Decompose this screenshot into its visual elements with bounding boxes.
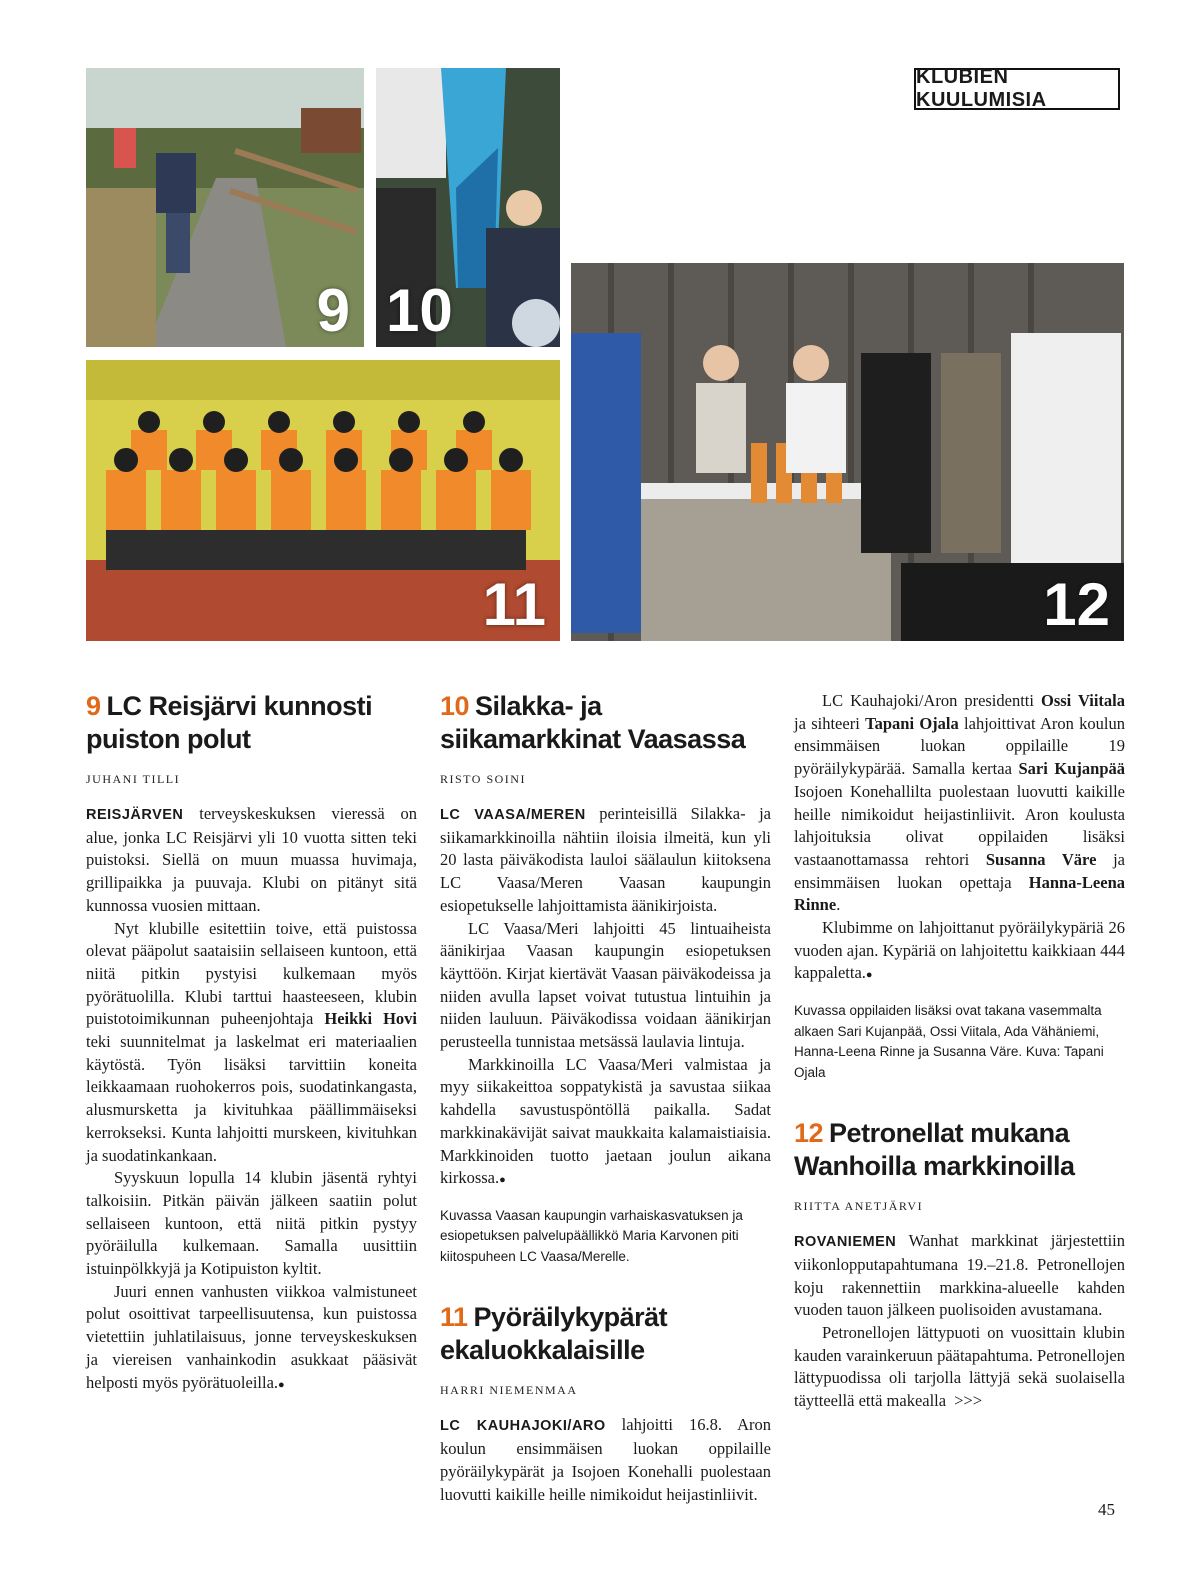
- column-2: [440, 690, 771, 1506]
- article-number: 11: [440, 1302, 468, 1333]
- article-number: 9: [86, 691, 101, 721]
- paragraph-text: Nyt klubille esitettiin toive, että puistossa olevat pääpolut saataisiin sellaiseen kuntoon, että niitä pitkin pystyisi kulkemaan myös pyörätuolilla. Klubi tarttui haasteeseen, klubin puistotoimikunnan puheenjohtaja: [86, 918, 417, 1029]
- end-mark: ●: [499, 1174, 506, 1187]
- paragraph: [86, 803, 417, 918]
- paragraph: [794, 1322, 1125, 1413]
- article-11-caption: Kuvassa oppilaiden lisäksi ovat takana vasemmalta alkaen Sari Kujanpää, Ossi Viitala, Ada Vähäniemi, Hanna-Leena Rinne ja Susanna Väre. Kuva: Tapani Ojala: [794, 1003, 1104, 1080]
- photo-number: 11: [482, 571, 546, 638]
- paragraph: [440, 1054, 771, 1192]
- headline-text: LC Reisjärvi kunnosti puiston polut: [86, 691, 373, 754]
- paragraph-text: lahjoitti 16.8. Aron koulun ensimmäisen luokan oppilaille pyöräilykypärät ja Isojoen Konehalli puolestaan luovutti kaikille heille nimikoidut heijastinliivit.: [440, 1415, 771, 1504]
- section-label: KLUBIEN KUULUMISIA: [914, 68, 1120, 110]
- end-mark: ●: [865, 969, 873, 982]
- article-9-title: [86, 690, 417, 756]
- article-number: 12: [794, 1118, 824, 1149]
- person-name: Sari Kujanpää: [1018, 759, 1125, 779]
- article-number: 10: [440, 691, 470, 721]
- paragraph: [440, 803, 771, 918]
- paragraph-text: perinteisillä Silakka- ja siikamarkkinoilla nähtiin iloisia ilmeitä, kun yli 20 lasta päiväkodista lauloi säälaulun kiitoksena LC Vaasa/Meren Vaasan kaupungin esiopetukselle lahjoittamista äänikirjoista.: [440, 804, 771, 915]
- article-11-byline: HARRI NIEMENMAA: [440, 1383, 578, 1398]
- lead-in: LC VAASA/MEREN: [440, 807, 586, 823]
- lead-in: LC KAUHAJOKI/ARO: [440, 1418, 606, 1435]
- paragraph-text: Juuri ennen vanhusten viikkoa valmistuneet polut osoittivat tarpeellisuutensa, kun puistossa vietettiin juhlatilaisuus, jonne terveyskeskuksen ja viereisen vanhainkodin asukkaat pääsivät helposti myös pyörätuoleilla.: [86, 1281, 417, 1392]
- headline-text: Pyöräilykypärät ekaluokkalaisille: [440, 1302, 668, 1366]
- article-10-caption: Kuvassa Vaasan kaupungin varhaiskasvatuksen ja esiopetuksen palvelupäällikkö Maria Karvonen piti kiitospuheen LC Vaasa/Merelle.: [440, 1207, 743, 1264]
- end-mark: ●: [278, 1378, 285, 1391]
- paragraph: [86, 1281, 417, 1397]
- continue-arrow: >>>: [954, 1391, 982, 1411]
- photo-number: 12: [1043, 571, 1110, 638]
- article-11-body-start: [440, 1414, 771, 1506]
- photo-11: [86, 360, 560, 641]
- headline-text: Silakka- ja siikamarkkinat Vaasassa: [440, 691, 746, 754]
- paragraph: Syyskuun lopulla 14 klubin jäsentä ryhtyi talkoisiin. Pitkän päivän jälkeen saatiin polut sellaiseen kuntoon, että niitä pitkin pystyy pyöräilulla kulkemaan. Samalla uusittiin istuinpölkkyjä ja Kotipuiston kyltit.: [86, 1168, 417, 1279]
- photo-10: [376, 68, 560, 347]
- paragraph-text: ja ensimmäisen luokan opettaja: [794, 849, 1125, 892]
- article-11-title: [440, 1301, 771, 1367]
- paragraph: [86, 918, 417, 1168]
- article-12-byline: RIITTA ANETJÄRVI: [794, 1199, 924, 1214]
- person-name: Hanna-Leena Rinne: [794, 872, 1125, 915]
- page-number: 45: [1098, 1500, 1115, 1519]
- paragraph-text: lahjoittivat Aron koulun ensimmäisen luokan oppilaille 19 pyöräilykypärää. Samalla kertaa: [794, 713, 1125, 779]
- article-10-title: [440, 690, 771, 756]
- article-10-body: [440, 803, 771, 1192]
- paragraph-text: ja sihteeri: [794, 713, 866, 733]
- paragraph: [794, 1230, 1125, 1322]
- paragraph: LC Vaasa/Meri lahjoitti 45 lintuaiheista äänikirjaa Vaasan kaupungin esiopetuksen käyttöön. Kirjat kiertävät Vaasan päiväkodeissa ja niiden avulla lapset voivat tutustua lintuihin ja niiden lauluun. Päiväkodissa voidaan äänikirjan perusteella tunnistaa metsässä laulavia lintuja.: [440, 918, 771, 1052]
- paragraph: [794, 690, 1125, 917]
- paragraph-text: Klubimme on lahjoittanut pyöräilykypäriä 26 vuoden ajan. Kypäriä on lahjoitettu kaikkiaan 444 kappaletta.: [794, 918, 1125, 983]
- photo-9: [86, 68, 364, 347]
- person-name: Ossi Viitala: [1040, 691, 1126, 710]
- article-12-body: [794, 1230, 1125, 1413]
- person-name: Tapani Ojala: [865, 713, 959, 733]
- person-name: Susanna Väre: [985, 849, 1097, 869]
- article-10-byline: RISTO SOINI: [440, 772, 526, 786]
- paragraph: [794, 917, 1125, 987]
- paragraph-text: Wanhat markkinat järjestettiin viikonlopputapahtumana 19.–21.8. Petronellojen koju rakennettiin markkina-alueelle kahden vuoden tauon jälkeen puolisoiden avustamana.: [794, 1231, 1125, 1320]
- article-9-byline: JUHANI TILLI: [86, 772, 181, 786]
- paragraph-text: teki suunnitelmat ja laskelmat eri materiaalien käytöstä. Työn lisäksi tarvittiin koneita leikkaamaan ruohokerros pois, suodatinkangasta, alusmursketta ja kivituhkaa päällimmäiseksi kerrokseksi. Kunta lahjoitti murskeen, kivituhkan ja suodatinkankaan.: [86, 1032, 417, 1165]
- paragraph-text: Petronellojen lättypuoti on vuosittain klubin kauden varainkeruun päätapahtuma. Petronellojen lättypuodissa oli tarjolla lättyjä sekä suolaisella täytteellä että makealla: [794, 1322, 1125, 1411]
- column-3: [794, 690, 1125, 1413]
- paragraph-text: Isojoen Konehallilta puolestaan luovutti kaikille heille nimikoidut heijastinliivit. Aron koulusta lahjoituksia olivat oppilaiden lisäksi vastaanottamassa rehtori: [794, 781, 1125, 869]
- paragraph: [440, 1414, 771, 1506]
- article-12-title: [794, 1117, 1125, 1183]
- paragraph-text: .: [836, 895, 841, 915]
- article-11-body-cont: [794, 690, 1125, 987]
- paragraph-text: Markkinoilla LC Vaasa/Meri valmistaa ja myy siikakeittoa soppatykistä ja savustaa siikaa kahdella savustuspöntöllä paikalla. Sadat markkinakävijät saivat maukkaita kalamaistiaisia. Markkinoiden tuotto jaetaan joulun aikana kirkossa.: [440, 1054, 771, 1188]
- paragraph-text: terveyskeskuksen vieressä on alue, jonka LC Reisjärvi yli 10 vuotta sitten teki puistoksi. Siellä on muun muassa huvimaja, grillipaikka ja puuvaja. Klubi on pitänyt sitä kunnossa vuosien mittaan.: [86, 804, 417, 915]
- person-name: Heikki Hovi: [324, 1009, 417, 1029]
- headline-text: Petronellat mukana Wanhoilla markkinoilla: [794, 1118, 1075, 1182]
- lead-in: REISJÄRVEN: [86, 807, 184, 823]
- paragraph-text: LC Kauhajoki/Aron presidentti: [822, 691, 1041, 710]
- photo-12-image: [571, 263, 1124, 641]
- column-1: [86, 690, 417, 1396]
- photo-12: [571, 263, 1124, 641]
- article-9-body: [86, 803, 417, 1396]
- lead-in: ROVANIEMEN: [794, 1234, 897, 1251]
- photo-number: 9: [316, 277, 350, 344]
- photo-number: 10: [386, 277, 453, 344]
